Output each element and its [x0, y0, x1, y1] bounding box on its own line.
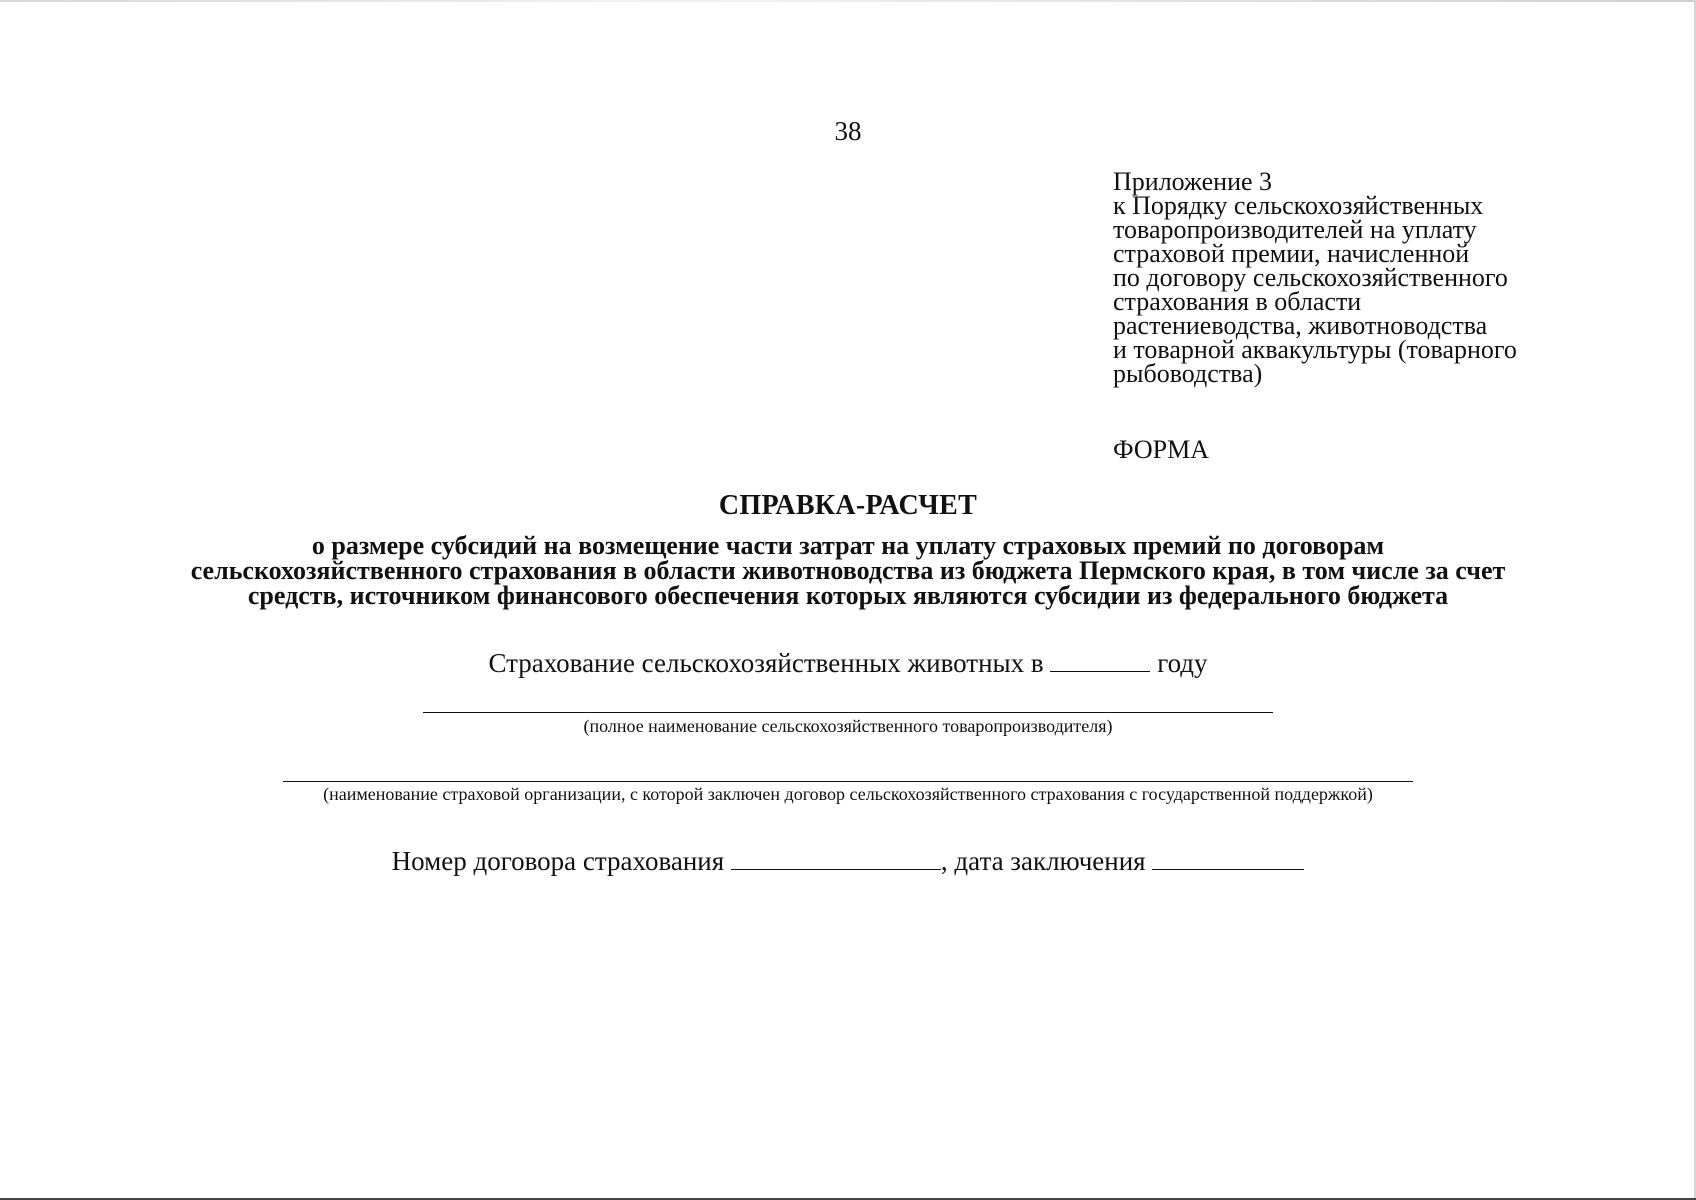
contract-date-field[interactable]: [1152, 847, 1304, 870]
appendix-line: растениеводства, животноводства: [1113, 311, 1488, 340]
contract-date-label: , дата заключения: [940, 846, 1146, 876]
insurer-name-field[interactable]: [283, 781, 1413, 782]
form-label: ФОРМА: [1113, 435, 1209, 464]
subtitle-line: о размере субсидий на возмещение части затрат на уплату страховых премий по договорам: [311, 531, 1385, 560]
scan-edge-top: [0, 0, 1696, 2]
contract-number-field[interactable]: [731, 847, 941, 870]
producer-name-field[interactable]: [423, 712, 1273, 713]
insurance-year-line: [0, 648, 1696, 679]
appendix-line: и товарной аквакультуры (товарного: [1113, 335, 1517, 364]
appendix-note: [1113, 167, 1673, 388]
contract-line: [0, 846, 1696, 877]
page-number: 38: [834, 116, 862, 146]
contract-number-label: Номер договора страхования: [391, 846, 725, 876]
producer-name-caption: (полное наименование сельскохозяйственного товаропроизводителя): [583, 716, 1113, 736]
insurer-name-caption: (наименование страховой организации, с которой заключен договор сельскохозяйственного страхования с государственной поддержкой): [323, 784, 1373, 804]
year-blank-field[interactable]: [1050, 649, 1150, 672]
document-subtitle: [0, 533, 1696, 608]
subtitle-line: сельскохозяйственного страхования в области животноводства из бюджета Пермского края, в том числе за счет: [190, 556, 1506, 585]
appendix-line: по договору сельскохозяйственного: [1113, 263, 1508, 292]
insurance-year-prefix: Страхование сельскохозяйственных животных в: [488, 648, 1044, 678]
appendix-line: страховой премии, начисленной: [1113, 239, 1470, 268]
appendix-line: Приложение 3: [1113, 167, 1273, 196]
insurance-year-suffix: году: [1157, 648, 1208, 678]
appendix-line: к Порядку сельскохозяйственных: [1113, 191, 1484, 220]
appendix-line: рыбоводства): [1113, 359, 1263, 388]
appendix-line: товаропроизводителей на уплату: [1113, 215, 1477, 244]
appendix-line: страхования в области: [1113, 287, 1362, 316]
subtitle-line: средств, источником финансового обеспечения которых являются субсидии из федерального бюджета: [247, 581, 1449, 610]
document-title: СПРАВКА-РАСЧЕТ: [718, 490, 978, 521]
